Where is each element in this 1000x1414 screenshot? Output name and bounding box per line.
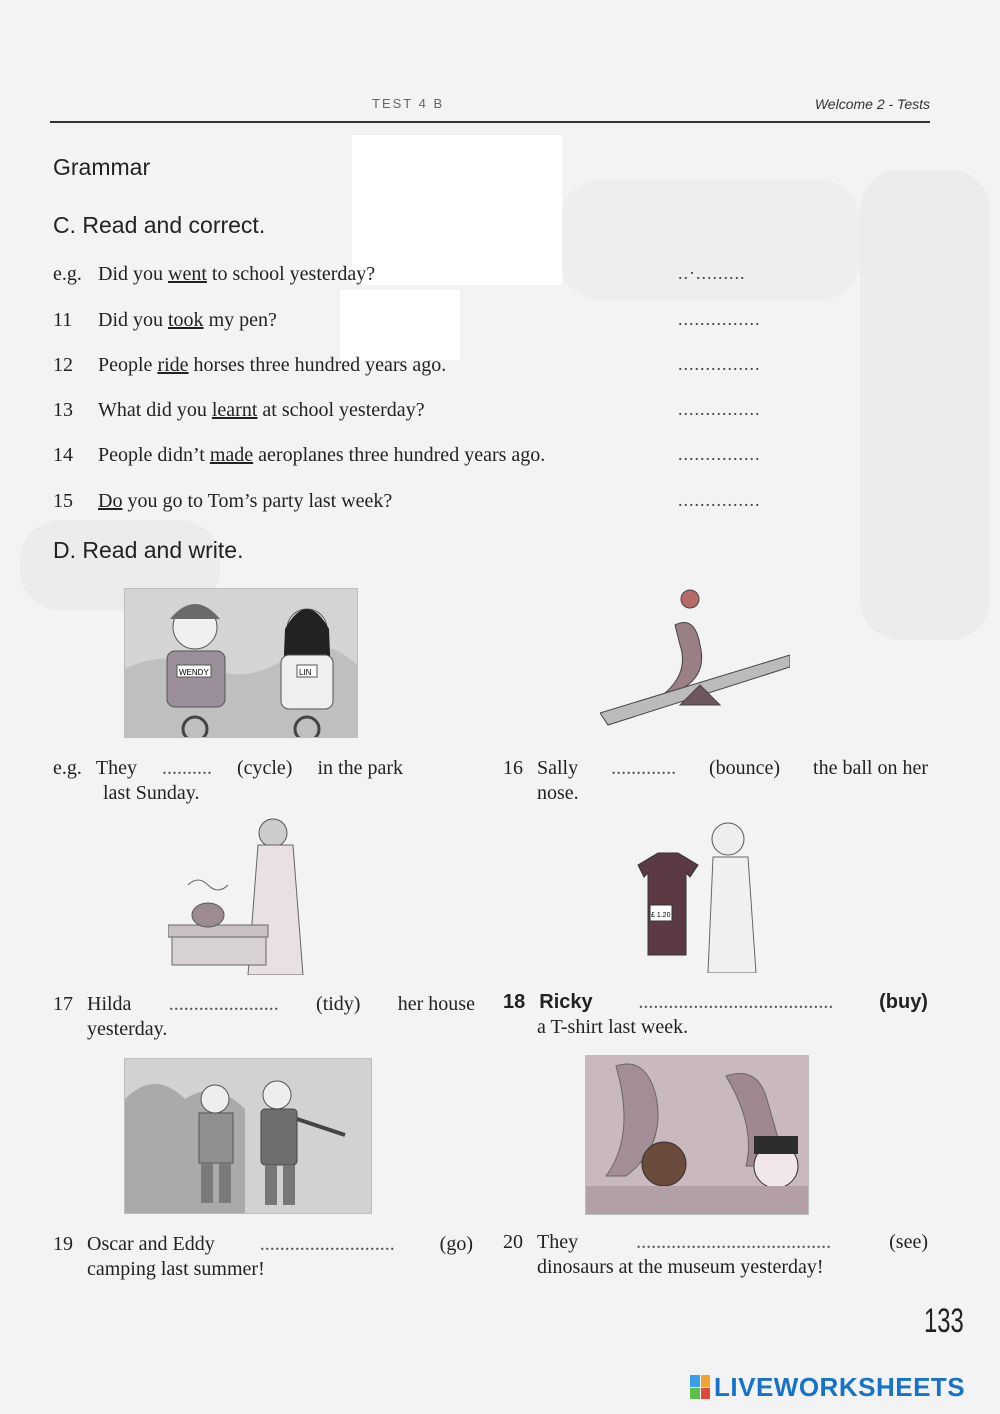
- sentence-rest: the ball on her: [813, 757, 928, 779]
- sentence-end: to school yesterday?: [206, 263, 376, 285]
- ricky-illustration: [628, 815, 763, 973]
- book-title: Welcome 2 - Tests: [814, 96, 930, 112]
- sentence-start: Did you: [98, 263, 168, 285]
- correction-item: [53, 490, 773, 518]
- answer-gap[interactable]: .......................................: [636, 1231, 832, 1253]
- item-sentence: [98, 490, 392, 513]
- verb-hint: (go): [439, 1233, 473, 1255]
- item-lead: [53, 756, 137, 781]
- item-sentence: [98, 354, 446, 377]
- verb-hint: (tidy): [316, 993, 361, 1015]
- item-number: 15: [53, 490, 73, 512]
- item-line: [503, 756, 928, 781]
- item-sentence: [98, 399, 425, 422]
- item-number: 18: [503, 991, 526, 1013]
- sentence-start: What did you: [98, 399, 212, 421]
- underlined-error-word: made: [209, 444, 254, 466]
- item-number: 20: [503, 1231, 523, 1253]
- verb-hint: (see): [889, 1231, 928, 1253]
- item-subject: They: [537, 1231, 579, 1253]
- answer-gap[interactable]: ..........: [161, 757, 212, 779]
- wendy-label: WENDY: [179, 668, 209, 677]
- item-line: [53, 992, 475, 1017]
- item-lead: [503, 1230, 578, 1255]
- underlined-error-word: went: [168, 263, 207, 285]
- correction-item: [53, 444, 773, 472]
- item-number: e.g.: [53, 757, 82, 779]
- item-subject: Ricky: [539, 991, 593, 1013]
- answer-field[interactable]: ...............: [678, 354, 761, 374]
- item-lead: [53, 1232, 215, 1257]
- museum-illustration: [586, 1056, 808, 1214]
- answer-field[interactable]: ...............: [678, 490, 761, 510]
- page-number: 133: [924, 1302, 964, 1340]
- item-lead: [53, 992, 131, 1017]
- hilda-illustration: [168, 815, 308, 975]
- section-d-title: D. Read and write.: [53, 537, 244, 563]
- answer-field[interactable]: ...............: [678, 309, 761, 329]
- brand-name: LIVEWORKSHEETS: [714, 1371, 966, 1402]
- underlined-error-word: ride: [157, 354, 189, 376]
- answer-gap[interactable]: .............: [611, 757, 677, 779]
- sentence-continuation: a T-shirt last week.: [537, 1016, 689, 1038]
- hilda-picture: [168, 815, 308, 975]
- item-sentence: [98, 263, 375, 286]
- correction-item: [53, 354, 773, 382]
- item-subject: Sally: [537, 757, 579, 779]
- correction-item: [53, 309, 773, 337]
- verb-hint: (bounce): [709, 757, 781, 779]
- sentence-continuation: yesterday.: [87, 1018, 168, 1040]
- gap-fill-item: [503, 990, 928, 1040]
- sentence-rest: in the park: [317, 757, 403, 779]
- underlined-error-word: learnt: [211, 399, 258, 421]
- seal-picture: [600, 585, 790, 735]
- answer-field[interactable]: ..·.........: [678, 263, 746, 283]
- sentence-continuation: last Sunday.: [103, 782, 200, 804]
- verb-hint: (buy): [879, 991, 928, 1013]
- gap-fill-item: [53, 992, 475, 1042]
- example-item: [53, 263, 773, 291]
- item-number: 12: [53, 354, 73, 376]
- item-subject: They: [95, 757, 137, 779]
- gap-fill-item: [503, 756, 928, 806]
- verb-hint: (cycle): [236, 757, 293, 779]
- item-number: 11: [53, 309, 73, 331]
- item-sentence: [98, 444, 545, 467]
- price-tag: £ 1.20: [651, 912, 671, 919]
- header-divider: [50, 121, 930, 123]
- hikers-illustration: [125, 1059, 371, 1213]
- item-subject: Hilda: [87, 993, 132, 1015]
- item-number: 19: [53, 1233, 73, 1255]
- test-code: TEST 4 B: [372, 96, 445, 111]
- item-line: [503, 1230, 928, 1255]
- cyclists-illustration: [125, 589, 357, 737]
- section-c-title: C. Read and correct.: [53, 212, 266, 238]
- sentence-end: at school yesterday?: [257, 399, 425, 421]
- grammar-heading: Grammar: [53, 154, 151, 180]
- lin-label: LIN: [299, 668, 312, 677]
- answer-gap[interactable]: ......................: [168, 993, 279, 1015]
- ricky-picture: [628, 815, 763, 973]
- sentence-end: my pen?: [203, 309, 277, 331]
- sentence-start: People didn’t: [98, 444, 210, 466]
- answer-gap[interactable]: ...........................: [259, 1233, 395, 1255]
- liveworksheets-logo-icon: [690, 1375, 710, 1399]
- item-line: [53, 756, 403, 781]
- item-line: [503, 990, 928, 1015]
- sentence-end: aeroplanes three hundred years ago.: [253, 444, 546, 466]
- item-subject: Oscar and Eddy: [87, 1233, 215, 1255]
- gap-fill-item: [53, 1232, 473, 1282]
- sentence-end: horses three hundred years ago.: [188, 354, 447, 376]
- liveworksheets-brand: [690, 1372, 965, 1402]
- item-number: 14: [53, 444, 73, 466]
- answer-field[interactable]: ...............: [678, 399, 761, 419]
- sentence-continuation: nose.: [537, 782, 579, 804]
- underlined-error-word: took: [168, 309, 204, 331]
- hikers-picture: [124, 1058, 372, 1214]
- scan-shadow: [860, 170, 990, 640]
- item-sentence: [98, 309, 277, 332]
- cyclists-picture: [124, 588, 358, 738]
- sentence-continuation: camping last summer!: [87, 1258, 265, 1280]
- answer-gap[interactable]: .......................................: [638, 991, 834, 1013]
- item-number: 16: [503, 757, 523, 779]
- item-line: [53, 1232, 473, 1257]
- sentence-rest: her house: [397, 993, 475, 1015]
- underlined-error-word: Do: [98, 490, 123, 512]
- item-number: e.g.: [53, 263, 82, 285]
- sentence-start: People: [98, 354, 158, 376]
- gap-fill-item: [503, 1230, 928, 1280]
- item-lead: [503, 756, 578, 781]
- correction-item: [53, 399, 773, 427]
- example-gap-item: [53, 756, 403, 806]
- sentence-end: you go to Tom’s party last week?: [122, 490, 393, 512]
- item-number: 13: [53, 399, 73, 421]
- sentence-start: Did you: [98, 309, 168, 331]
- museum-picture: [585, 1055, 809, 1215]
- item-number: 17: [53, 993, 73, 1015]
- item-lead: [503, 990, 593, 1015]
- answer-field[interactable]: ...............: [678, 444, 761, 464]
- sentence-continuation: dinosaurs at the museum yesterday!: [537, 1256, 824, 1278]
- seal-illustration: [600, 585, 790, 735]
